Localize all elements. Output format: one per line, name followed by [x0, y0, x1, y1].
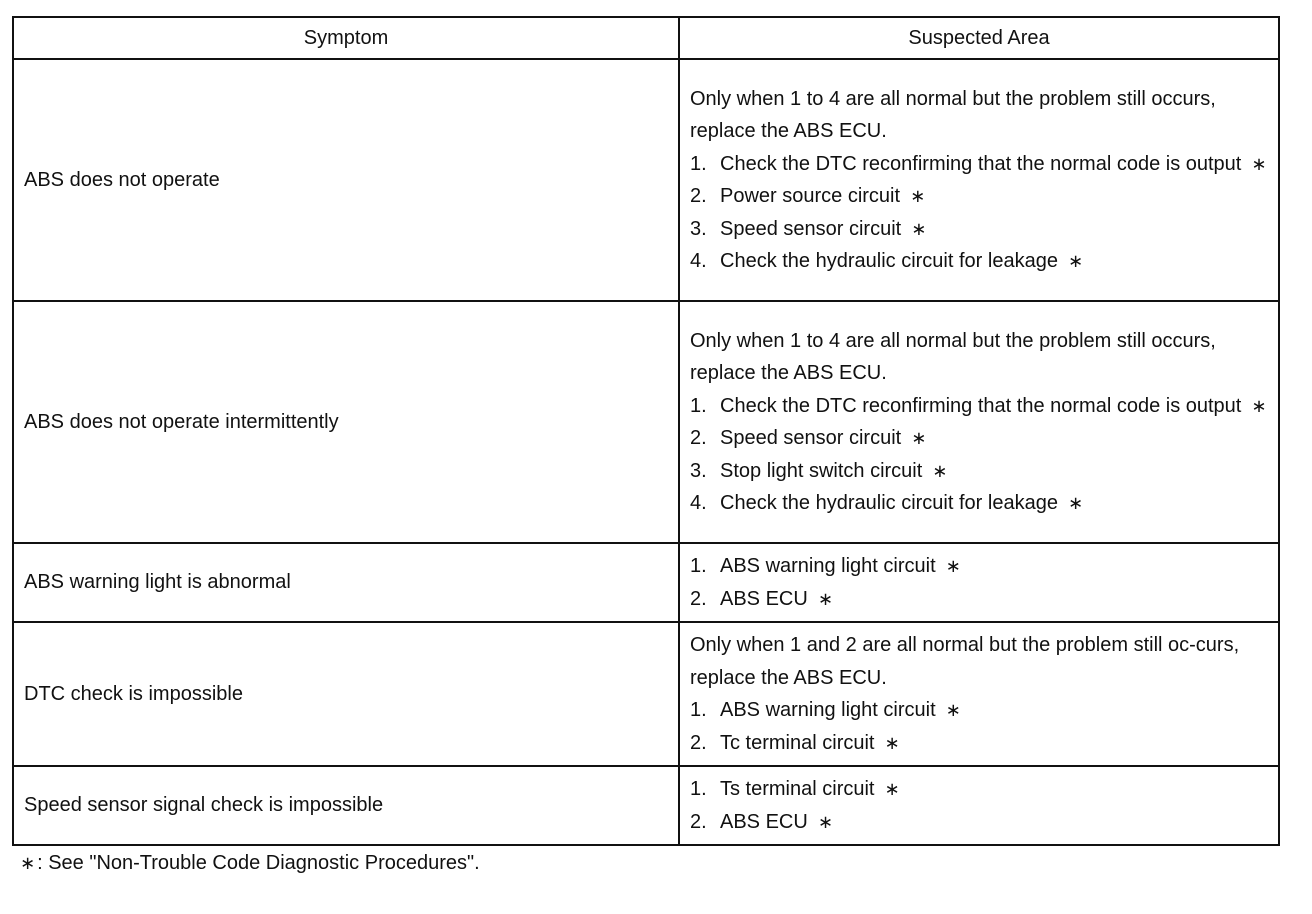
header-symptom: Symptom	[13, 17, 679, 59]
item-text: Check the hydraulic circuit for leakage	[720, 492, 1058, 514]
table-row	[13, 622, 1279, 766]
item-text: Speed sensor circuit	[720, 427, 902, 449]
header-suspected-area: Suspected Area	[679, 17, 1279, 59]
table-row	[13, 301, 1279, 543]
item-number: 1.	[690, 394, 707, 417]
list-item	[690, 727, 1270, 760]
asterisk-icon: ∗	[817, 588, 833, 609]
item-number: 4.	[690, 250, 707, 272]
item-number: 1.	[690, 555, 707, 577]
list-item	[690, 487, 1270, 520]
footnote	[20, 852, 480, 875]
area-list	[690, 148, 1270, 278]
item-text: Stop light switch circuit	[720, 459, 923, 482]
symptom-cell: DTC check is impossible	[13, 622, 679, 766]
asterisk-icon: ∗	[945, 556, 961, 576]
suspected-area-cell	[679, 301, 1279, 543]
item-text: Check the hydraulic circuit for leakage	[720, 250, 1058, 272]
asterisk-icon: ∗	[884, 779, 900, 799]
asterisk-icon: ∗	[1251, 395, 1267, 416]
item-text: ABS warning light circuit	[720, 555, 936, 577]
asterisk-icon: ∗	[1067, 251, 1084, 271]
list-item	[690, 773, 1270, 806]
symptom-cell: ABS does not operate	[13, 59, 679, 301]
item-number: 4.	[690, 492, 707, 514]
item-number: 2.	[690, 810, 707, 833]
asterisk-icon: ∗	[20, 853, 36, 873]
area-note: Only when 1 to 4 are all normal but the problem still occurs, replace the ABS ECU.	[690, 329, 1216, 384]
symptom-cell: Speed sensor signal check is impossible	[13, 766, 679, 845]
symptom-cell: ABS does not operate intermittently	[13, 301, 679, 543]
asterisk-icon: ∗	[932, 460, 948, 481]
suspected-area-cell	[679, 59, 1279, 301]
suspected-area-cell	[679, 622, 1279, 766]
list-item	[690, 583, 1270, 616]
table-row	[13, 59, 1279, 301]
item-text: Check the DTC reconfirming that the normal code is output	[720, 394, 1242, 417]
item-number: 3.	[690, 459, 707, 482]
item-number: 1.	[690, 152, 707, 175]
item-number: 3.	[690, 217, 707, 240]
footnote-text: : See "Non-Trouble Code Diagnostic Procedures".	[37, 852, 480, 874]
area-list	[690, 550, 1270, 615]
list-item	[690, 245, 1270, 278]
item-text: ABS ECU	[720, 810, 808, 833]
asterisk-icon: ∗	[817, 811, 833, 832]
item-number: 1.	[690, 778, 707, 800]
list-item	[690, 550, 1270, 583]
list-item	[690, 213, 1270, 246]
item-number: 2.	[690, 427, 707, 449]
list-item	[690, 422, 1270, 455]
asterisk-icon: ∗	[910, 186, 926, 206]
list-item	[690, 148, 1270, 181]
table-row	[13, 766, 1279, 845]
suspected-area-cell	[679, 543, 1279, 622]
item-number: 2.	[690, 185, 707, 207]
asterisk-icon: ∗	[884, 732, 900, 753]
area-note: Only when 1 to 4 are all normal but the problem still occurs, replace the ABS ECU.	[690, 87, 1216, 142]
item-number: 1.	[690, 699, 707, 721]
table-header-row	[13, 17, 1279, 59]
item-text: Check the DTC reconfirming that the normal code is output	[720, 152, 1242, 175]
item-text: ABS ECU	[720, 587, 808, 610]
asterisk-icon: ∗	[945, 700, 961, 720]
item-text: Tc terminal circuit	[720, 731, 875, 754]
asterisk-icon: ∗	[1067, 493, 1084, 513]
area-list	[690, 694, 1270, 759]
list-item	[690, 694, 1270, 727]
item-text: ABS warning light circuit	[720, 699, 936, 721]
asterisk-icon: ∗	[911, 428, 927, 448]
asterisk-icon: ∗	[1251, 153, 1267, 174]
list-item	[690, 180, 1270, 213]
list-item	[690, 455, 1270, 488]
item-number: 2.	[690, 731, 707, 754]
asterisk-icon: ∗	[911, 218, 927, 239]
area-list	[690, 390, 1270, 520]
table-row	[13, 543, 1279, 622]
item-text: Speed sensor circuit	[720, 217, 902, 240]
list-item	[690, 806, 1270, 839]
item-text: Power source circuit	[720, 185, 901, 207]
symptom-cell: ABS warning light is abnormal	[13, 543, 679, 622]
item-text: Ts terminal circuit	[720, 778, 875, 800]
area-list	[690, 773, 1270, 838]
suspected-area-cell	[679, 766, 1279, 845]
list-item	[690, 390, 1270, 423]
area-note: Only when 1 and 2 are all normal but the problem still oc-curs, replace the ABS ECU.	[690, 634, 1240, 689]
item-number: 2.	[690, 587, 707, 610]
diagnostic-table	[12, 16, 1280, 846]
